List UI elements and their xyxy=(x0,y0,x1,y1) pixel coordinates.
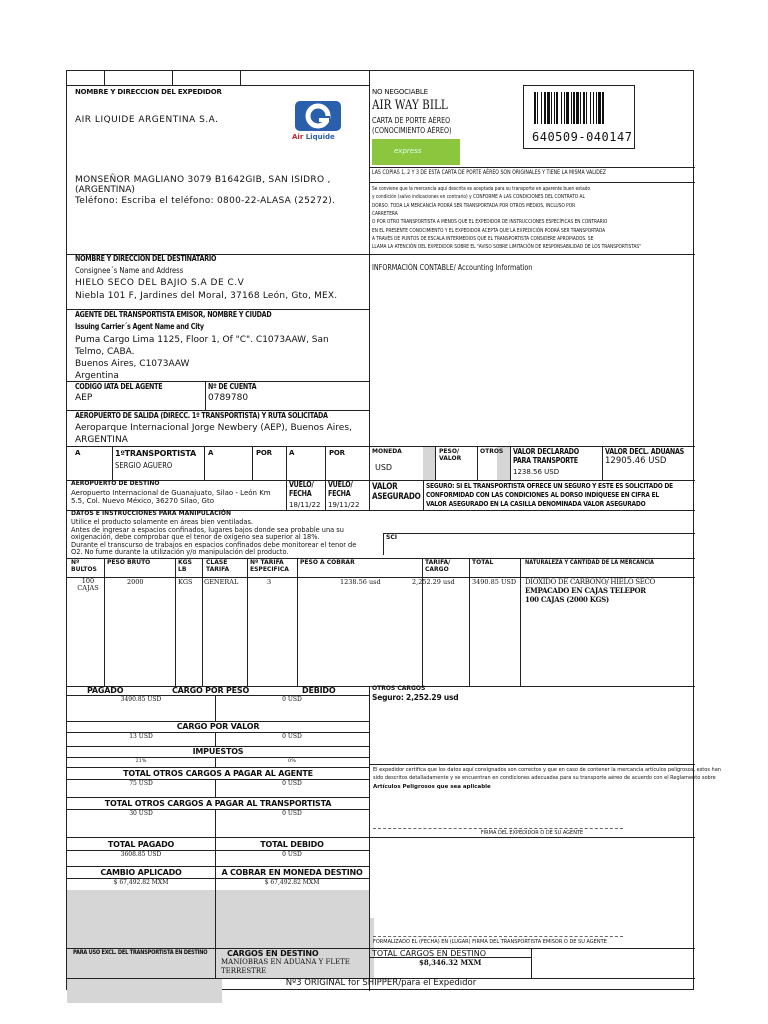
condition-line: CARRETERA xyxy=(372,210,398,217)
cambio-label: CAMBIO APLICADO xyxy=(100,868,182,877)
express-logo: express xyxy=(372,139,460,165)
total-header: TOTAL xyxy=(472,559,494,566)
agent-label: AGENTE DEL TRANSPORTISTA EMISOR, NOMBRE Y CIUDAD xyxy=(75,310,272,319)
total-pagado-value: 3608.85 USD xyxy=(120,851,162,858)
certification-line3: Artículos Peligrosos que sea aplicable xyxy=(373,784,491,790)
air-liquide-logo: Air Liquide xyxy=(289,99,347,145)
barcode-box xyxy=(523,85,635,149)
signature-label: FIRMA DEL EXPEDIDOR O DE SU AGENTE xyxy=(480,830,584,836)
valor-aduanas-value: 12905.46 USD xyxy=(605,456,667,466)
valor-declarado-value: 1238.56 USD xyxy=(513,468,560,476)
imp-pagado-value: 21% xyxy=(135,758,147,764)
condition-line: A TRAVÉS DE PUNTOS DE ESCALA INTERMEDIOS QUE EL TRANSPORTISTA CONSIDERE APROPIADOS. SE xyxy=(372,235,594,242)
no-negociable-label: NO NEGOCIABLE xyxy=(372,88,428,96)
original-copy-label: Nº3 ORIGINAL for SHIPPER/para el Expedidor xyxy=(285,978,477,988)
shipper-address-line2: (ARGENTINA) xyxy=(75,185,135,195)
cobrar-value: $ 67,492.82 MXM xyxy=(264,879,320,886)
awb-title: AIR WAY BILL xyxy=(372,98,448,113)
cargo-peso-label: CARGO POR PESO xyxy=(172,686,250,695)
consignee-label: NOMBRE Y DIRECCIÓN DEL DESTINATARIO xyxy=(75,254,217,263)
clase-tarifa-header: CLASE TARIFA xyxy=(206,559,230,573)
departure-line1: Aeroparque Internacional Jorge Newbery (AEP), Buenos Aires, xyxy=(75,423,352,433)
condition-line: LLAMA LA ATENCIÓN DEL EXPEDIDOR SOBRE EL "AVISO SOBRE LIMITACIÓN DE RESPONSABILIDAD DE LOS TRANSPORTISTAS" xyxy=(372,244,642,251)
barcode-icon xyxy=(534,92,628,124)
peso-debido-value: 0 USD xyxy=(282,696,302,703)
handling-line: O2. No fume durante la utilización y/o manipulación del producto. xyxy=(71,548,289,557)
imp-debido-value: 0% xyxy=(288,758,296,764)
cargos-destino-line1: MANIOBRAS EN ADUANA Y FLETE xyxy=(221,958,350,966)
shipper-label: NOMBRE Y DIRECCION DEL EXPEDIDOR xyxy=(75,88,222,96)
valor-aduanas-label: VALOR DECL. ADUANAS xyxy=(605,447,685,456)
valor-asegurado-label: VALOR ASEGURADO xyxy=(372,482,421,502)
departure-label: AEROPUERTO DE SALIDA (DIRECC. 1º TRANSPORTISTA) Y RUTA SOLICITADA xyxy=(75,411,328,420)
uso-label: PARA USO EXCL. DEL TRANSPORTISTA EN DESTINO xyxy=(73,949,208,956)
certification-line1: El expedidor certifica que los datos aquí consignados son correctos y que en caso de contener la mercancía artículos peligrosos, estos han xyxy=(373,767,721,773)
transp-pagado-value: 30 USD xyxy=(129,810,153,817)
consignee-address: Niebla 101 F, Jardines del Moral, 37168 León, Gto, MEX. xyxy=(75,291,338,301)
row-peso-bruto: 2000 xyxy=(127,578,144,586)
first-carrier-label: 1ºTRANSPORTISTA xyxy=(115,449,197,458)
seguro-value: Seguro: 2,252.29 usd xyxy=(372,693,459,702)
cargos-destino-line2: TERRESTRE xyxy=(221,967,267,975)
total-pagado-label: TOTAL PAGADO xyxy=(107,840,175,849)
impuestos-label: IMPUESTOS xyxy=(192,747,244,756)
agent-line4: Argentina xyxy=(75,371,119,381)
seguro-text3: VALOR ASEGURADO EN LA CASILLA DENOMINADA VALOR ASEGURADO xyxy=(426,500,646,508)
row-tarifa-cargo: 2,252.29 usd xyxy=(412,578,455,586)
destination-label: AEROPUERTO DE DESTINO xyxy=(71,480,160,487)
otros-agente-label: TOTAL OTROS CARGOS A PAGAR AL AGENTE xyxy=(123,769,313,778)
agente-pagado-value: 75 USD xyxy=(129,780,153,787)
vuelo1-label: VUELO/ FECHA xyxy=(289,480,314,498)
copies-note: LAS COPIAS 1, 2 Y 3 DE ESTA CARTA DE PORTE AÉREO SON ORIGINALES Y TIENE LA MISMA VALIDEZ xyxy=(372,169,607,176)
seguro-text2: CONFORMIDAD CON LAS CONDICIONES AL DORSO INDÍQUESE EN CIFRA EL xyxy=(426,491,659,499)
departure-line2: ARGENTINA xyxy=(75,435,128,445)
iata-value: AEP xyxy=(75,393,93,403)
consignee-name: HIELO SECO DEL BAJIO S.A DE C.V xyxy=(75,278,245,288)
routing-a3: A xyxy=(289,449,295,457)
valor-declarado-label: VALOR DECLARADO PARA TRANSPORTE xyxy=(513,447,579,465)
row-tarifa-especifica: 3 xyxy=(267,578,272,586)
cobrar-label: A COBRAR EN MONEDA DESTINO xyxy=(221,868,363,877)
valor-debido-value: 0 USD xyxy=(282,733,302,740)
condition-line: Se conviene que la mercancía aquí descrita es aceptada para su transporte en aparente buen estado xyxy=(372,186,591,192)
handling-line: oxigenación, debe comprobar que el tenor de oxígeno sea superior al 18%. xyxy=(71,533,320,542)
otros-cargos-label: OTROS CARGOS xyxy=(372,685,426,692)
agent-line3: Buenos Aires, C1073AAW xyxy=(75,359,190,369)
agent-line1: Puma Cargo Lima 1125, Floor 1, Of "C". C1073AAW, San xyxy=(75,335,329,345)
certification-line2: sido descritos detalladamente y se encuentran en condiciones adecuadas para su transporte aéreo de acuerdo con el Reglamento sobre xyxy=(373,775,716,781)
valor-pagado-value: 13 USD xyxy=(129,733,153,740)
barcode-number: 640509-040147 xyxy=(532,130,633,144)
row-peso-cobrar: 1238.56 usd xyxy=(340,578,381,586)
total-cargos-label: TOTAL CARGOS EN DESTINO xyxy=(372,949,487,958)
handling-label: DATOS E INSTRUCCIONES PARA MANIPULACIÓN xyxy=(71,510,231,517)
total-debido-label: TOTAL DEBIDO xyxy=(260,840,324,849)
peso-bruto-header: PESO BRUTO xyxy=(107,559,151,566)
handling-line: Antes de ingresar a espacios confinados, lugares bajos donde sea probable una su xyxy=(71,525,344,534)
routing-por2: POR xyxy=(329,449,345,457)
routing-por1: POR xyxy=(256,449,272,457)
peso-valor-label: PESO/ VALOR xyxy=(439,448,462,462)
total-debido-value: 0 USD xyxy=(282,851,302,858)
row-clase-tarifa: GENERAL xyxy=(204,578,239,586)
cargos-destino-label: CARGOS EN DESTINO xyxy=(227,949,319,958)
naturaleza-header: NATURALEZA Y CANTIDAD DE LA MERCANCIA xyxy=(525,559,654,566)
agente-debido-value: 0 USD xyxy=(282,780,302,787)
account-label: Nº DE CUENTA xyxy=(208,382,257,391)
moneda-value: USD xyxy=(375,463,393,472)
otros-label: OTROS xyxy=(480,448,504,455)
condition-line: DORSO. TODA LA MERCANCÍA PODRÁ SER TRANSPORTADA POR OTROS MEDIOS, INCLUSO POR xyxy=(372,202,576,209)
air-waybill-form xyxy=(66,70,721,990)
total-cargos-value: $8,346.32 MXM xyxy=(419,958,482,967)
tarifa-cargo-header: TARIFA/ CARGO xyxy=(425,559,451,573)
awb-subtitle2: (CONOCIMIENTO AÉREO) xyxy=(372,126,452,135)
cargo-valor-label: CARGO POR VALOR xyxy=(176,722,260,731)
vuelo2-value: 19/11/22 xyxy=(328,501,360,509)
moneda-label: MONEDA xyxy=(372,448,402,455)
peso-cobrar-header: PESO A COBRAR xyxy=(300,559,355,566)
bultos-header: Nº BULTOS xyxy=(71,559,97,573)
accounting-label: INFORMACIÓN CONTABLE/ Accounting Information xyxy=(372,263,533,272)
seguro-text1: SEGURO: SI EL TRANSPORTISTA OFRECE UN SEGURO Y ESTE ES SOLICITADO DE xyxy=(426,482,673,490)
shipper-name: AIR LIQUIDE ARGENTINA S.A. xyxy=(75,115,219,125)
condition-line: O POR OTRO TRANSPORTISTA A MENOS QUE EL EXPEDIDOR DE INSTRUCCIONES ESPECÍFICAS EN CONTRARIO xyxy=(372,219,608,226)
row-naturaleza-line1: DIOXIDO DE CARBONO/ HIELO SECO xyxy=(525,578,655,586)
row-naturaleza-line3: 100 CAJAS (2000 KGS) xyxy=(525,595,609,604)
vuelo1-value: 18/11/22 xyxy=(289,501,321,509)
consignee-label-en: Consignee´s Name and Address xyxy=(75,266,184,275)
shipper-address-line1: MONSEÑOR MAGLIANO 3079 B1642GIB, SAN ISIDRO , xyxy=(75,175,331,185)
row-bultos: 100 CAJAS xyxy=(77,577,99,593)
transp-debido-value: 0 USD xyxy=(282,810,302,817)
signature-line xyxy=(373,828,623,829)
condition-line: EN EL PRESENTE CONOCIMIENTO Y EL EXPEDIDOR ACEPTA QUE LA EXPEDICIÓN PODRÁ SER TRANSPORTADA xyxy=(372,227,606,234)
otros-transportista-label: TOTAL OTROS CARGOS A PAGAR AL TRANSPORTISTA xyxy=(104,799,332,808)
destination-line1: Aeropuerto Internacional de Guanajuato, Silao - León Km xyxy=(71,489,271,497)
awb-subtitle1: CARTA DE PORTE AÉREO xyxy=(372,116,451,125)
routing-a1: A xyxy=(75,449,81,457)
routing-a2: A xyxy=(208,449,214,457)
shipper-phone: Teléfono: Escriba el teléfono: 0800-22-ALASA (25272). xyxy=(75,196,336,206)
agent-line2: Telmo, CABA. xyxy=(75,347,135,357)
row-naturaleza-line2: EMPACADO EN CAJAS TELEPOR xyxy=(525,586,646,595)
peso-pagado-value: 3490.85 USD xyxy=(120,696,162,703)
vuelo2-label: VUELO/ FECHA xyxy=(328,480,353,498)
kgs-lb-header: KGS LB xyxy=(178,559,192,573)
handling-line: Utilice el producto solamente en áreas bien ventiladas. xyxy=(71,518,254,526)
condition-line: y condición (salvo indicaciones en contrario) y CONFORME A LAS CONDICIONES DEL CONTRATO AL xyxy=(372,194,585,201)
destination-line2: 5.5, Col. Nuevo México, 36270 Silao, Gto xyxy=(71,497,214,505)
carrier-name: SERGIO AGUERO xyxy=(115,461,173,470)
tarifa-especifica-header: Nº TARIFA ESPECIFICA xyxy=(250,559,289,573)
pagado-label: PAGADO xyxy=(87,686,124,695)
iata-label: CODIGO IATA DEL AGENTE xyxy=(75,382,163,391)
handling-line: Durante el transcurso de trabajos en espacios confinados debe monitorear el tenor de xyxy=(71,540,357,549)
sci-label: SCI xyxy=(386,534,397,541)
formalized-line xyxy=(373,936,623,937)
formalized-label: FORMALIZADO EL (FECHA) EN (LUGAR) FIRMA DEL TRANSPORTISTA EMISOR O DE SU AGENTE xyxy=(373,939,607,945)
debido-label: DEBIDO xyxy=(302,686,336,695)
row-kgs-lb: KGS xyxy=(178,578,193,586)
agent-label-en: Issuing Carrier´s Agent Name and City xyxy=(75,322,204,331)
row-total: 3490.85 USD xyxy=(472,578,517,586)
cambio-value: $ 67,492.82 MXM xyxy=(113,879,169,886)
account-value: 0789780 xyxy=(208,393,249,403)
